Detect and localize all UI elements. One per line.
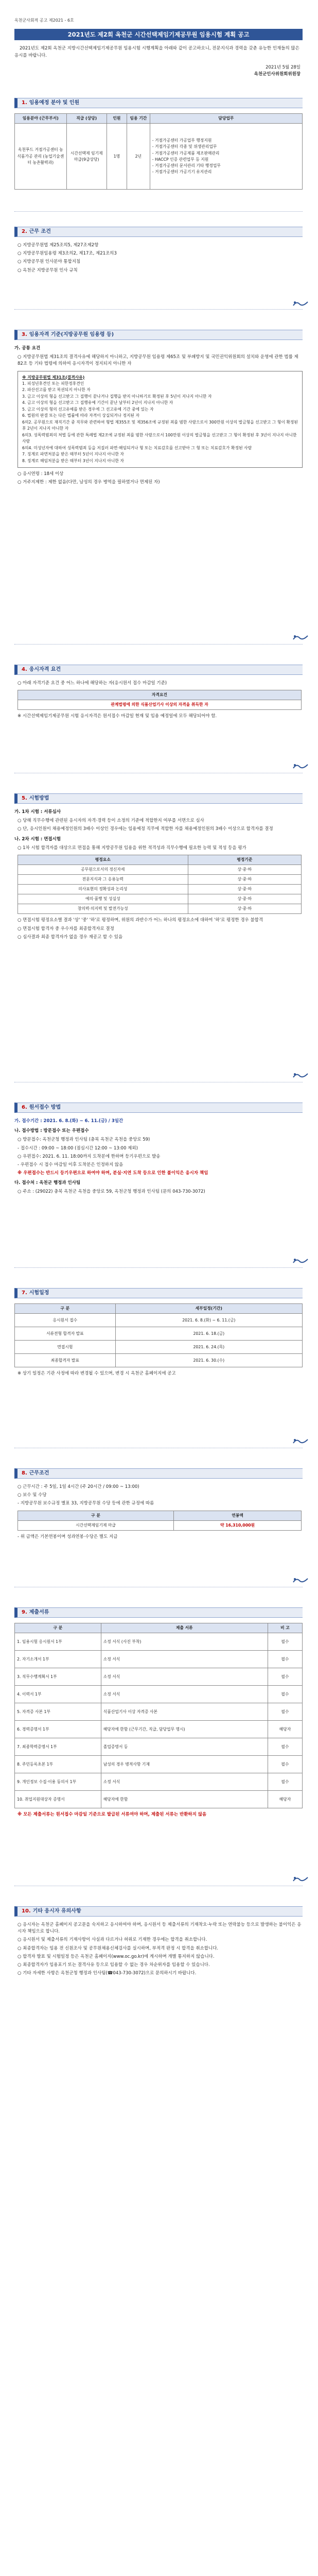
- paragraph: ○ 지방공무원법 제31조의 결격사유에 해당하지 아니하고, 지방공무원 임용령 제65조 및 부패방지 및 국민권익위원회의 설치와 운영에 관한 법률 제82조 등 기타 법령에 의하여 응시자격이 정지되지 아니한 자: [17, 354, 298, 367]
- subsection-title: 가. 1차 시험 : 서류심사: [14, 809, 61, 815]
- duty-line: - 거점가공센터 가공기기 유지관리: [152, 169, 212, 174]
- paragraph: ○ 면접시험 합격자 중 우수자를 최종합격자로 결정: [17, 926, 114, 931]
- agency-name: 옥천군인사위원회위원장: [254, 72, 301, 77]
- table-cell: 해당자에 한함: [101, 1791, 268, 1808]
- table-cell: 3. 직무수행계획서 1부: [15, 1668, 101, 1686]
- table-header: 평정기준: [188, 855, 301, 865]
- section-number: 7.: [22, 1290, 27, 1296]
- section-header: [14, 1468, 303, 1479]
- section-number: 5.: [22, 795, 27, 802]
- list-item: ○ 우편접수: 2021. 6. 11. 18:00까지 도착분에 한하며 등기우편으로 발송: [17, 1154, 161, 1159]
- note: ※ 시간선택제임기제공무원 시험 응시자격은 원서접수 마감일 현재 및 임용 예정일에 모두 해당되어야 함.: [17, 714, 217, 719]
- table-cell: 10. 취업지원대상자 증명서: [15, 1791, 101, 1808]
- okcheon-emblem-icon: [292, 300, 309, 307]
- law-box-title: ※ 지방공무원법 제31조(결격사유): [22, 375, 85, 380]
- table-cell: 공무원으로서의 정신자세: [18, 865, 188, 874]
- duties-cell: [150, 124, 302, 190]
- table-cell: 필수: [268, 1651, 302, 1668]
- list-item: ○ 지방공무원법 제25조의5, 제27조제2항: [17, 243, 99, 248]
- list-item: ○ 지방공무원임용령 제3조의2, 제17조, 제21조의3: [17, 251, 117, 257]
- okcheon-emblem-icon: [292, 1072, 309, 1079]
- table-cell: 해당자에 한함 (근무기간, 직급, 담당업무 명시): [101, 1721, 268, 1738]
- table-cell: 1명: [107, 124, 127, 190]
- section-header: [14, 330, 303, 340]
- section-number: 2.: [22, 229, 27, 235]
- list-item: ○ 옥천군 지방공무원 인사 규칙: [17, 267, 78, 273]
- table-cell: 소정 서식: [101, 1686, 268, 1703]
- section-title: 근무 조건: [29, 229, 51, 235]
- law-line: 6의4. 미성년자에 대하여 성폭력범죄 등을 저질러 파면·해임되거나 형 또는 치료감호를 선고받아 그 형 또는 치료감호가 확정된 사람: [22, 445, 252, 450]
- table-cell: 전문지식과 그 응용능력: [18, 875, 188, 885]
- section-header: [14, 1607, 303, 1618]
- table-cell: 상·중·하: [188, 865, 301, 874]
- section-number: 3.: [22, 332, 27, 338]
- divider: [14, 644, 303, 645]
- table-cell: 필수: [268, 1633, 302, 1651]
- subsection-title: 나. 2차 시험 : 면접시험: [14, 836, 61, 842]
- paragraph: ○ 보수 및 수당: [17, 1493, 47, 1498]
- table-cell: 소정 서식: [101, 1651, 268, 1668]
- subsection-title: 다. 접수처 : 옥천군 행정과 인사팀: [14, 1180, 81, 1186]
- duty-line: - 거점가공센터 각종 및 위생관리업무: [152, 144, 217, 149]
- list-item: - 우편접수 시 접수 마감일 이후 도착분은 인정하지 않음: [17, 1162, 123, 1167]
- table-cell: 응시원서 접수: [15, 1314, 116, 1327]
- section-number: 6.: [22, 1105, 27, 1111]
- law-line: 2. 파산선고를 받고 복권되지 아니한 자: [22, 387, 91, 393]
- list-item: - 접수시간 : 09:00 ~ 18:00 (점심시간 12:00 ~ 13:00 제외): [17, 1145, 138, 1151]
- paragraph: - 지방공무원 보수규정 별표 33, 지방공무원 수당 등에 관한 규정에 따름: [17, 1501, 154, 1506]
- table-header: 구 분: [15, 1304, 116, 1314]
- documents-table: [14, 1623, 303, 1808]
- table-cell: 해당자: [268, 1721, 302, 1738]
- table-cell: 면접시험: [15, 1341, 116, 1354]
- table-cell: 시간선택제임기제 마급: [18, 1520, 174, 1530]
- paragraph: ○ 면접시험 평정요소별 결과 '상' '중' '하'로 평정하며, 위원의 과반수가 어느 하나의 평정요소에 대하여 '하'로 평정한 경우 불합격: [17, 918, 263, 923]
- table-cell: 소정 서식 (사진 부착): [101, 1633, 268, 1651]
- table-header: 연봉액: [174, 1511, 302, 1520]
- table-cell: 상·중·하: [188, 894, 301, 904]
- section-number: 8.: [22, 1470, 27, 1477]
- table-cell: 2021. 6. 24.(목): [115, 1341, 302, 1354]
- section-application: [14, 1103, 303, 1197]
- section-title: 시험일정: [29, 1290, 49, 1296]
- okcheon-emblem-icon: [292, 762, 309, 770]
- law-line: 4. 금고 이상의 형을 선고받고 그 집행유예 기간이 끝난 날부터 2년이 지나지 아니한 자: [22, 400, 173, 405]
- paragraph: ○ 단, 응시인원이 채용예정인원의 3배수 이상인 경우에는 임용예정 직무에 적합한 자를 채용예정인원의 3배수 이상으로 합격자를 결정: [17, 826, 273, 832]
- table-cell: 서류전형 합격자 발표: [15, 1327, 116, 1341]
- okcheon-emblem-icon: [292, 1577, 309, 1584]
- section-title: 임용예정 분야 및 인원: [29, 100, 80, 106]
- table-cell: 관계법령에 의한 식품산업기사 이상의 자격을 취득한 자: [18, 700, 302, 710]
- table-cell: 남성의 경우 병적사항 기재: [101, 1756, 268, 1773]
- table-cell: 상·중·하: [188, 885, 301, 894]
- section-title: 시험방법: [29, 795, 49, 802]
- list-item: ○ 응시원서 및 제출서류의 기재사항이 사실과 다르거나 허위로 기재한 경우에는 합격을 취소합니다.: [17, 1937, 207, 1943]
- table-cell: 1. 임용시험 응시원서 1부: [15, 1633, 101, 1651]
- note: - 위 금액은 기본연봉이며 성과연봉·수당은 별도 지급: [17, 1534, 118, 1539]
- okcheon-emblem-icon: [292, 634, 309, 641]
- paragraph: ○ 응시연령 : 18세 이상: [17, 471, 64, 477]
- section-title: 근무조건: [29, 1470, 49, 1477]
- okcheon-emblem-icon: [292, 1257, 309, 1264]
- notice-date: 2021년 5월 28일: [266, 65, 301, 71]
- section-title: 응시자격 요건: [29, 667, 61, 673]
- law-line: 7. 징계로 파면처분을 받은 때부터 5년이 지나지 아니한 자: [22, 452, 124, 457]
- table-header: 세부일정(기간): [115, 1304, 302, 1314]
- paragraph: ○ 당해 직무수행에 관련된 응시자의 자격·경력 등이 소정의 기준에 적합한지 여부를 서면으로 심사: [17, 818, 204, 824]
- law-box: [17, 371, 303, 468]
- law-line: 8. 징계로 해임처분을 받은 때부터 3년이 지나지 아니한 자: [22, 458, 124, 463]
- law-line: 1. 피성년후견인 또는 피한정후견인: [22, 381, 84, 386]
- section-title: 임용자격 기준(지방공무원 임용령 등): [29, 332, 114, 338]
- table-cell: 예의·품행 및 성실성: [18, 894, 188, 904]
- paragraph: ○ 주소 : (29022) 충북 옥천군 옥천읍 중앙로 59, 옥천군청 행정과 인사팀 (문의 043-730-3072): [17, 1189, 205, 1195]
- list-item: ※ 우편접수는 반드시 등기우편으로 하여야 하며, 분실·지연 도착 등으로 인한 불이익은 응시자 책임: [17, 1171, 208, 1176]
- section-legal-basis: [14, 227, 303, 276]
- table-cell: 의사표현의 정확성과 논리성: [18, 885, 188, 894]
- section-exam-method: [14, 793, 303, 942]
- section-header: [14, 1906, 303, 1917]
- intro-block: [14, 45, 303, 78]
- subsection-title: 가. 접수기간 : 2021. 6. 8.(화) ~ 6. 11.(금) / 3일간: [14, 1118, 123, 1124]
- section-eligibility: [14, 665, 303, 722]
- table-header: 자격요건: [18, 690, 302, 700]
- law-line: 6의2. 공무원으로 재직기간 중 직무와 관련하여 형법 제355조 및 제356조에 규정된 죄를 범한 사람으로서 300만원 이상의 벌금형을 선고받고 그 형이 확정된 후 2년이 지나지 아니한 자: [22, 419, 298, 431]
- paragraph: ○ 근무시간 : 주 5일, 1일 4시간 (주 20시간 / 09:00 ~ 13:00): [17, 1484, 139, 1489]
- note: ※ 모든 제출서류는 원서접수 마감일 기준으로 발급된 서류여야 하며, 제출된 서류는 반환하지 않음: [17, 1812, 207, 1818]
- okcheon-emblem-icon: [292, 1437, 309, 1445]
- section-qualifications: [14, 330, 303, 487]
- table-cell: 6. 경력증명서 1부: [15, 1721, 101, 1738]
- salary-table: [17, 1511, 302, 1531]
- section-working-conditions: [14, 1468, 303, 1542]
- note: ※ 상기 일정은 기관 사정에 따라 변경될 수 있으며, 변경 시 옥천군 홈페이지에 공고: [17, 1371, 176, 1377]
- section-positions: [14, 98, 303, 190]
- eligibility-table: [17, 690, 302, 710]
- duty-line: - 거점가공센터 문서관리 기타 행정업무: [152, 163, 221, 168]
- table-cell: 5. 자격증 사본 1부: [15, 1703, 101, 1721]
- table-cell: 8. 주민등록초본 1부: [15, 1756, 101, 1773]
- table-cell: 2021. 6. 8.(화) ~ 6. 11.(금): [115, 1314, 302, 1327]
- section-number: 10.: [22, 1908, 31, 1914]
- table-cell: 7. 최종학력증명서 1부: [15, 1738, 101, 1756]
- table-cell: 필수: [268, 1668, 302, 1686]
- section-number: 4.: [22, 667, 27, 673]
- table-cell: 9. 개인정보 수집·이용 동의서 1부: [15, 1773, 101, 1791]
- table-cell: 옥천푸드 거점가공센터 농식품가공 관리 (농업기술센터 농촌활력과): [15, 124, 67, 190]
- table-header: 비 고: [268, 1623, 302, 1633]
- positions-table: [14, 113, 303, 190]
- table-header: 구 분: [18, 1511, 174, 1520]
- section-header: [14, 1288, 303, 1298]
- table-cell: 2021. 6. 18.(금): [115, 1327, 302, 1341]
- table-header: 구 분: [15, 1623, 101, 1633]
- paragraph: ○ 거주지제한 : 제한 없음(다만, 남성의 경우 병역을 필하였거나 면제된 자): [17, 480, 160, 485]
- law-line: 3. 금고 이상의 형을 선고받고 그 집행이 끝나거나 집행을 받지 아니하기로 확정된 후 5년이 지나지 아니한 자: [22, 394, 212, 399]
- section-header: [14, 98, 303, 108]
- divider: [14, 1267, 303, 1268]
- table-header: 직급 (상당): [66, 114, 107, 124]
- evaluation-table: [17, 855, 302, 914]
- table-header: 담당업무: [150, 114, 302, 124]
- duty-line: - 거점가공센터 가공제품 제조판매관리: [152, 150, 220, 156]
- table-cell: 최종합격자 발표: [15, 1354, 116, 1367]
- list-item: ○ 합격자 발표 및 시험일정 등은 옥천군 홈페이지(www.oc.go.kr)에 게시하며 개별 통지하지 않습니다.: [17, 1954, 215, 1959]
- table-cell: 창의력·의지력 및 발전가능성: [18, 904, 188, 914]
- table-cell: 상·중·하: [188, 875, 301, 885]
- table-header: 평정요소: [18, 855, 188, 865]
- table-cell: 해당자: [268, 1791, 302, 1808]
- list-item: ○ 방문접수: 옥천군청 행정과 인사팀 (충북 옥천군 옥천읍 중앙로 59): [17, 1137, 150, 1143]
- table-cell: 상·중·하: [188, 904, 301, 914]
- section-header: [14, 665, 303, 675]
- paragraph: ○ 1차 시험 합격자를 대상으로 면접을 통해 지방공무원 임용을 위한 적격성과 직무수행에 필요한 능력 및 적성 등을 평가: [17, 845, 246, 851]
- law-line: 6의3. 성폭력범죄의 처벌 등에 관한 특례법 제2조에 규정된 죄를 범한 사람으로서 100만원 이상의 벌금형을 선고받고 그 형이 확정된 후 3년이 지나지 아니한 사람: [22, 432, 297, 444]
- table-cell: 2년: [127, 124, 150, 190]
- list-item: ○ 응시자는 옥천군 홈페이지 공고문을 숙지하고 응시하여야 하며, 응시원서 등 제출서류의 기재착오·누락 또는 연락불능 등으로 발생하는 불이익은 응시자 책임으로 합니다.: [17, 1922, 302, 1935]
- table-header: 임용 기간: [127, 114, 150, 124]
- table-cell: 필수: [268, 1703, 302, 1721]
- section-number: 1.: [22, 100, 27, 106]
- page-title: 2021년도 제2회 옥천군 시간선택제임기제공무원 임용시험 계획 공고: [14, 29, 303, 40]
- paragraph: ○ 아래 자격기준 요건 중 어느 하나에 해당하는 자(응시원서 접수 마감일 기준): [17, 681, 167, 686]
- section-header: [14, 793, 303, 804]
- paragraph: ○ 심사결과 최종 합격자가 없을 경우 재공고 할 수 있음: [17, 934, 123, 940]
- section-schedule: [14, 1288, 303, 1379]
- schedule-table: [14, 1303, 303, 1367]
- table-cell: 소정 서식: [101, 1668, 268, 1686]
- subsection-title: 나. 접수방법 : 방문접수 또는 우편접수: [14, 1128, 89, 1134]
- section-header: [14, 1103, 303, 1113]
- divider: [14, 211, 303, 212]
- law-line: 5. 금고 이상의 형의 선고유예를 받은 경우에 그 선고유예 기간 중에 있는 자: [22, 406, 154, 412]
- table-cell: 필수: [268, 1773, 302, 1791]
- section-title: 제출서류: [29, 1609, 49, 1616]
- table-cell: 졸업증명서 등: [101, 1738, 268, 1756]
- table-cell: 약 16,310,000원: [174, 1520, 302, 1530]
- section-number: 9.: [22, 1609, 27, 1616]
- table-cell: 소정 서식: [101, 1773, 268, 1791]
- section-title: 기타 응시자 유의사항: [32, 1908, 81, 1914]
- list-item: ○ 최종합격자가 임용포기 또는 결격사유 등으로 임용할 수 없는 경우 차순위자를 임용할 수 있습니다.: [17, 1962, 210, 1968]
- table-cell: 시간선택제 임기제 마급(9급상당): [66, 124, 107, 190]
- law-line: 6. 법원의 판결 또는 다른 법률에 따라 자격이 상실되거나 정지된 자: [22, 413, 140, 418]
- table-header: 임용분야 (근무부서): [15, 114, 67, 124]
- table-cell: 필수: [268, 1756, 302, 1773]
- section-title: 원서접수 방법: [29, 1105, 61, 1111]
- section-documents: [14, 1607, 303, 1820]
- list-item: ○ 기타 자세한 사항은 옥천군청 행정과 인사팀(☎043-730-3072)으로 문의하시기 바랍니다.: [17, 1971, 197, 1976]
- notice-number: 옥천군사회적 공고 제2021 - 6호: [14, 18, 74, 23]
- table-cell: 2021. 6. 30.(수): [115, 1354, 302, 1367]
- table-cell: 필수: [268, 1738, 302, 1756]
- table-cell: 4. 이력서 1부: [15, 1686, 101, 1703]
- okcheon-emblem-icon: [292, 1875, 309, 1883]
- table-cell: 식품산업기사 이상 자격증 사본: [101, 1703, 268, 1721]
- table-cell: 2. 자기소개서 1부: [15, 1651, 101, 1668]
- section-notes: [14, 1906, 303, 1978]
- intro-paragraph: 2021년도 제2회 옥천군 지방시간선택제임기제공무원 임용시험 시행계획을 아래와 같이 공고하오니, 전문지식과 경력을 갖춘 유능한 인재들의 많은 응시를 바랍니다.: [14, 46, 299, 58]
- list-item: ○ 지방공무원 인사분야 통합지침: [17, 259, 81, 265]
- duty-line: - HACCP 인증 관련업무 등 지원: [152, 157, 209, 162]
- table-header: 인원: [107, 114, 127, 124]
- subsection-title: 가. 공통 요건: [14, 346, 41, 351]
- list-item: ○ 최종합격자는 임용 전 신원조사 및 공무원채용신체검사를 실시하며, 부적격 판정 시 합격을 취소합니다.: [17, 1945, 219, 1951]
- section-header: [14, 227, 303, 237]
- table-header: 제출 서류: [101, 1623, 268, 1633]
- duty-line: - 거점가공센터 가공업무 행정지원: [152, 138, 212, 143]
- divider: [14, 309, 303, 310]
- table-cell: 필수: [268, 1686, 302, 1703]
